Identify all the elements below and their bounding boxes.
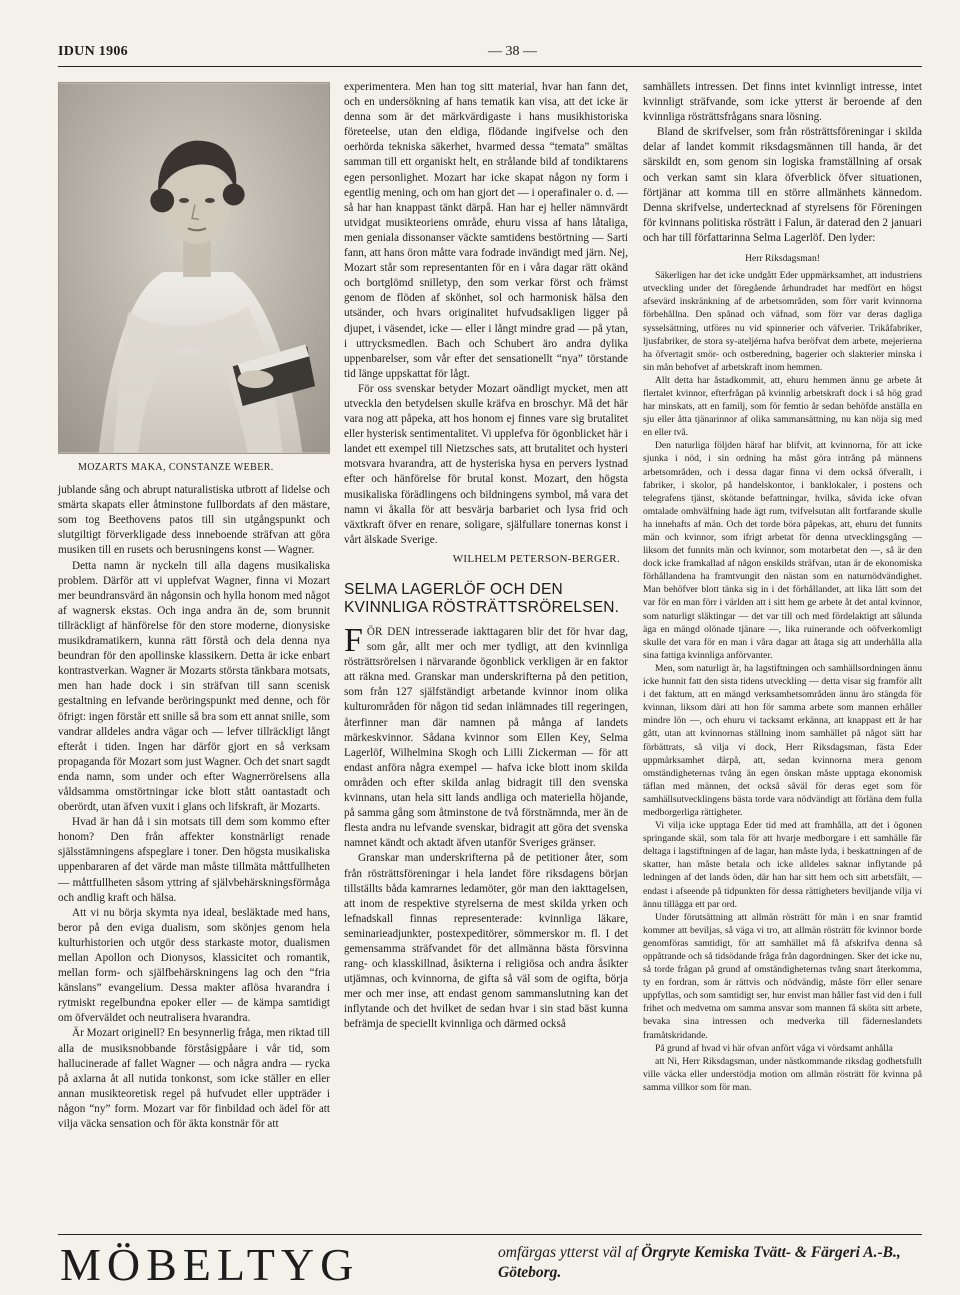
letter-paragraph: Vi vilja icke upptaga Eder tid med att framhålla, att det i ögonen springande skäl, som tala för att hvarje medborgare i ett samhälle får deltaga i lagstiftningen af de lagar, han måste lyda, i beskattningen af de skatter, han måste betala och icke alldeles saknar inflytande på ledningen af det lands öden, där han har sitt hem och sitt arbetsfält, — endast i afseende på tidpunkten för dessa rättigheters beviljande vilja vi ännu tillägga ett par ord. [643,820,922,910]
col1-paragraph: Att vi nu börja skymta nya ideal, besläktade med hans, beror på den eviga dualism, som skönjes genom hela kulturhistorien och utgör dess starkaste motor, dualismen mellan Apollon och Dionysos, klassicitet och romantik, mellan form- och själfbehärskningens lag och den “fria känslans” evangelium. Dessa makter aflösa hvarandra i rytmiskt regelbundna epoker eller — de kämpa samtidigt om öfverväldet och neutralisera hvarandra. [58,906,330,1025]
col2-article2-text: ÖR DEN intresserade iakttagaren blir det för hvar dag, som går, allt mer och mer tydligt, att den kvinnliga rösträttsrörelsen i närvarande ögonblick verkligen är en faktor att räkna med. Granskar man underskrifterna på den petition, som från 127 själfständigt arbetande kvinnor inom olika kulturområden för någon tid sedan inlämnades till regeringen, återfinner man där namnen på många af landets märkeskvinnor. Sådana kvinnor som Ellen Key, Selma Lagerlöf, Wilhelmina Skogh och Lilli Zickerman — för att endast anföra några exempel — hafva icke blott inom skilda områden och efter skilda anlag bidragit till den svenska kvinnans, utan hela sitt lands andliga och materiella höjande, på samma gång som åtminstone de två förstnämnda, mer än de flesta andra nu lefvande svenskar, bidragit att göra det svenska namnet kändt och aktadt äfven utanför Sveriges gränser. [344,626,628,850]
header-rule [58,66,922,67]
page-number: — 38 — [488,44,537,59]
col1-paragraph: Är Mozart originell? En besynnerlig fråga, men riktad till alla de musiksnobbande förståsigpåare i vår tid, som hallucinerade af fallet Wagner — och några andra — rycka på axlarna åt all nutida tonkonst, som icke ställer en eller annan musikteoretisk regel på hufvudet eller uppträder i någon “ny” form. Mozart var för finbildad och ädel för att vilja väcka sensation och för äkta konstnär för att [58,1027,330,1131]
col1-paragraph: Hvad är han då i sin motsats till dem som kommo efter honom? Den från affekter konstnärligt renade själsstämningens afspeglare i toner. Den högsta musikaliska uppenbararen af det värde man måste tillmäta måttfullheten — måttfullheten såsom yttring af självbehärskningsförmåga och andlig kraft och hälsa. [58,816,330,904]
newspaper-page [58,36,922,1290]
article-signature: WILHELM PETERSON-BERGER. [452,552,620,565]
letter-paragraph: Men, som naturligt är, ha lagstiftningen och samhällsordningen ännu icke hunnit fatt den sista tidens utveckling — detta visar sig framför allt i det faktum, att en mängd verksamhetsområden ännu äro stängda för kvinnan, liksom däri att hon för samma arbete som mannen erhåller mindre lön —, och ehuru vi tacksamt erkänna, att knappast ett år har gått, utan att kvinnornas ställning inom samhället på något sätt har förbättrats, så vilja vi dock, Herr Riksdagsman, fästa Eder uppmärksamhet därpå, att, sedan kvinnorna mera genom omständigheternas tvång än egen önskan måste upptaga ekonomisk täflan med männen, det också såväl för deras eget som för samhällsutvecklingens bästa torde vara nödvändigt att förläna dem fulla medborgerliga rättigheter. [643,662,922,818]
col2-article2-paragraph: Granskar man underskrifterna på de petitioner åter, som från rösträttsföreningar i hela landet före riksdagens början tillställts båda kamrarnes ledamöter, gör man den iakttagelsen, att inom de respektive styrelserna de mest skilda yrken och lefnadskall finnas representerade: kvinnliga läkare, seminarieadjunkter, postexpeditörer, sömmerskor m. fl. I det gemensamma sträfvandet för det allmänna bästa försvinna rang- och klasskillnad, åsikterna i religiösa och andra åsikter utjämnas, och kvinnorna, de gifta så väl som de ogifta, börja mer och mer inse, att endast genom sammanslutning kan det inflytande och det hvilket de sedan hvar i sin stad bäst kunna befrämja de speciellt kvinnliga och därmed också [344,852,628,1031]
letter-paragraph: Säkerligen har det icke undgått Eder uppmärksamhet, att industriens utveckling under det föregående århundradet har medfört en högst afsevärd inskränkning af de arbetsområden, som förr varit kvinnorna förbehållna. Den spånad och väfnad, som förr var deras dagliga sysselsättning, utföres nu vid spinnerier och väfverier. Trikåfabriker, ljusfabriker, de stora sy-ateljérna hafva beröfvat dem arbete, mejerierna ha öfvertagit smör- och ostberedning, bagerier och slakterier minska i sin mån behofvet af arbetskraft inom hemmen. [643,270,922,373]
col1-paragraph: jublande sång och abrupt naturalistiska utbrott af lidelse och smärta skapats eller åtminstone fullbordats af den mästare, som tog Beethovens patos till sin utgångspunkt och slutgiltigt förverkligade dess inneboende sträfvan att göra musiken till en rusets och berusningens konst — Wagner. [58,484,330,557]
letter-paragraph: Allt detta har åstadkommit, att, ehuru hemmen ännu ge arbete åt flertalet kvinnor, efterfrågan på kvinnlig arbetskraft dock i så hög grad har minskats, att en familj, som för femtio år sedan behöfde anställa en sju eller åtta tjänarinnor af olika sammansättning, nu kan nöja sig med en eller två. [643,374,922,439]
letter-paragraph: Den naturliga följden häraf har blifvit, att kvinnorna, för att icke sjunka i nöd, i sin ordning ha måst göra intrång på männens arbetsområden, och i dessa dagar finna vi dem också öfverallt, i fabriker, i skolor, på handelskontor, i banklokaler, i postens och telegrafens tjänst, skötande befattningar, hvilka, såvida icke ofvan omtalade omhvälfning hade ägt rum, tvifvelsutan allt fortfarande skulle ha innehafts af män. Och det torde böra påpekas, att, ehuru det funnits män och kvinnor, som ifrigt arbetat för denna utvecklingsgång — liksom det funnits män och kvinnor, som motarbetat den —, så är den dock icke framkallad af någon enskilds sträfvan, utan är de ekonomiska förhållandena ha framtvungit den nästan som en naturnödvändighet. Man behöfver blott tänka sig in i det förhållandet, att lika lätt som det var för en man förr i världen att i sitt hem ge arbete åt det antal kvinnor, som naturligt släktingar — det var till och med fördelaktigt att sålunda äga en mängd olönade tjänare —, lika ruinerande och oöfverkomligt skulle det vara för en man i våra dagar att åtaga sig att underhålla alla sina fattiga kvinnliga anförvanter. [643,440,922,661]
column-3 [643,80,922,1094]
advertisement [58,1234,922,1290]
portrait-illustration [59,83,329,453]
col2-paragraph: För oss svenskar betyder Mozart oändligt mycket, men att utveckla den betydelsen skulle kräfva en broschyr. Må det här vara nog att påpeka, att hos honom ej finnes vare sig brutalitet eller hysterisk sentimentalitet. Vi upplefva för ögonblicket här i landet ett exempel till Nietzsches sats, att brutalitet och hysteri motsvara hvarandra, att de hysteriska hysa en pervers lystnad efter och hänförelse för brutal konst. Mozart, den högsta musikaliska förädlingens och bildningens symbol, må vara det namn vi åkalla för att besvärja barbariet och lysa frid och växtkraft öfver en renare, soligare, själfullare tonernas konst i vårt älskade Sverige. [344,382,629,546]
letter-paragraph: På grund af hvad vi här ofvan anfört våga vi vördsamt anhålla [655,1042,893,1054]
letter-block [643,252,922,1094]
drop-cap: F [344,622,363,659]
portrait-image [58,82,330,454]
page-header [58,44,922,64]
letter-paragraph: att Ni, Herr Riksdagsman, under nästkommande riksdag godhetsfullt ville väcka eller understödja motion om allmän rösträtt för kvinna på samma villkor som för man. [643,1055,922,1093]
column-2 [344,80,628,1033]
col1-paragraph: Detta namn är nyckeln till alla dagens musikaliska problem. Därför att vi upplefvat Wagner, finna vi Mozart mer beundransvärd än någonsin och hylla honom med något af wagnersk ekstas. Och inga andra än de, som brunnit tillräckligt af hänförelse för den store moderne, dionysiske musikdramatikern, kunna rätt förstå och dela denna nya beundran för den apollinske klassikern. Detta är icke enbart kontrastverkan. Wagner är Mozarts största tänkbara motsats, men han hade dock i sin sträfvan till sann scenisk gestaltning en lefvande beröringspunkt med denne, och för öfrigt: ingen förstår ett snille så bra som ett annat snille, som vandrar alldeles andra vägar och — lefver tillräckligt långt efteråt i tiden. Ingen har därför gjort en så verksam propaganda för Mozart som just Wagner. Och det snart sagdt enda namn, som under och efter Wagnerrörelsens alla våldsamma omstörtningar icke blott stått oantastadt och oberördt, utan äfven vuxit i glans och lifskraft, är Mozarts. [58,559,330,814]
article-headline: SELMA LAGERLÖF OCH DEN KVINNLIGA RÖSTRÄTTSRÖRELSEN. [344,581,620,616]
ad-headline: MÖBELTYG [60,1239,360,1290]
col2-article2-paragraph [344,622,628,851]
col3-paragraph: Bland de skrifvelser, som från rösträttsföreningar i skilda delar af landet kommit riksdagsmännen till handa, är det särskildt en, som genom sin logiska framställning af orsak och verkan samt sin klara öfverblick öfver situationen, förtjänar att komma till en större allmänhets kännedom. Denna skrifvelse, undertecknad af styrelsens för Föreningen för kvinnans politiska rösträtt i Falun, är daterad den 2 januari och har till författarinna Selma Lagerlöf. Den lyder: [643,126,922,244]
magazine-title: IDUN 1906 [58,44,128,59]
letter-salutation: Herr Riksdagsman! [745,253,820,265]
ad-text-plain: omfärgas ytterst väl af [498,1244,638,1261]
portrait-caption: MOZARTS MAKA, CONSTANZE WEBER. [78,462,274,473]
col2-paragraph: experimentera. Men han tog sitt material, hvar han fann det, och en undersökning af hans tematik kan visa, att det icke är denna som är det märkvärdigaste i hans musikhistoriska företeelse, utan den eldiga, flödande ingifvelse och den oerhörda tekniska säkerhet, hvarmed dessa “temata” smältas samman till ett organiskt helt, en strålande bild af tondiktarens egen personlighet. Mozart har icke skapat någon ny form i egentlig mening, och om han gjort det — i operafinaler o. d. — så har han knappast tänkt därpå. Han har ej heller nämnvärdt utvidgat musikteoriens område, ehuru vissa af hans låtaliga, men geniala dissonanser väckte samtidens bestörtning — Sarti fann, att hans öron måtte vara fodrade invändigt med järn. Nej, Mozart står som representanten för en i våra dagar rätt okänd och bortglömd snilletyp, den som verkar först och främst genom de flöden af skönhet, sol och harmonisk hälsa den utsänder, och hvars originalitet hufvudsakligen ligger på djupet, i väsendet, icke — eller i långt mindre grad — på ytan, i uttrycksmedlen. Bach och Schubert äro andra dylika uppenbarelser, som vår efter det sensationellt “nya” törstande tid länge uppskattat för lågt. [344,81,628,380]
col3-paragraph: samhällets intressen. Det finns intet kvinnligt intresse, intet kvinnligt sträfvande, som icke ytterst är beroende af den kvinnliga rösträttsfrågans snara lösning. [643,81,922,124]
column-1 [58,80,330,1132]
ad-company: Örgryte Kemiska Tvätt- & Färgeri A.-B., Göteborg. [498,1244,901,1281]
letter-paragraph: Under förutsättning att allmän rösträtt för män i en snar framtid kommer att beviljas, så väga vi tro, att allmän rösträtt för kvinnor borde genomföras samtidigt, för att samhället må få afskrifva denna så oppåtrande och så tidsödande fråga från dagordningen. Sker det icke nu, så torde frågan på grund af omständigheternas tvång snart återkomma, ty en fordran, som är rättvis och nödvändig, måste förr eller senare uppfyllas, och som samtidigt ser, hur envist man håller fast vid den i full frihet och medvetna om samma ansvar som mannen få sköta sitt arbete, bevaka sina intressen och medverka till fäderneslandets framåtskridande. [643,911,922,1041]
ad-text [498,1243,922,1283]
